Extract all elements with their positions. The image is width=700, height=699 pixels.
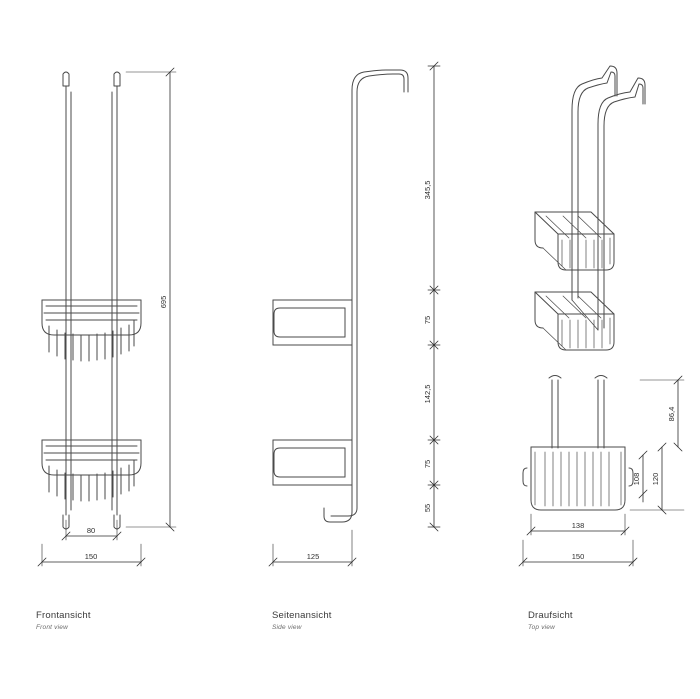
dim-top-150: 150 bbox=[571, 552, 585, 561]
top-view-perspective-geometry bbox=[535, 66, 645, 350]
dim-side-345-5: 345,5 bbox=[423, 180, 432, 200]
top-view-title: Draufsicht bbox=[528, 610, 573, 621]
caption-front-view bbox=[36, 610, 91, 631]
dim-side-75-upper: 75 bbox=[423, 315, 432, 325]
dim-side-142-5: 142,5 bbox=[423, 384, 432, 404]
side-view-title: Seitenansicht bbox=[272, 610, 332, 621]
dim-top-108: 108 bbox=[632, 472, 641, 486]
dim-top-138: 138 bbox=[571, 521, 585, 530]
dim-front-80: 80 bbox=[86, 526, 96, 535]
front-view-geometry bbox=[42, 72, 141, 529]
side-view-geometry bbox=[273, 70, 408, 522]
top-view-plan-geometry bbox=[523, 376, 633, 511]
top-view-dimensions bbox=[519, 376, 684, 566]
dim-front-150: 150 bbox=[84, 552, 98, 561]
top-view-subtitle: Top view bbox=[528, 624, 556, 631]
front-view-subtitle: Front view bbox=[36, 624, 68, 631]
dim-top-120: 120 bbox=[651, 472, 660, 486]
dim-side-125: 125 bbox=[306, 552, 320, 561]
dim-side-75-lower: 75 bbox=[423, 459, 432, 469]
dim-side-55: 55 bbox=[423, 503, 432, 513]
dim-top-86-4: 86,4 bbox=[667, 406, 676, 422]
side-view-dimensions bbox=[269, 62, 440, 566]
caption-side-view bbox=[272, 610, 332, 631]
front-view-dimensions bbox=[38, 68, 176, 566]
caption-top-view bbox=[528, 610, 573, 631]
dim-front-695: 695 bbox=[159, 295, 168, 309]
side-view-subtitle: Side view bbox=[272, 624, 302, 631]
front-view-title: Frontansicht bbox=[36, 610, 91, 621]
